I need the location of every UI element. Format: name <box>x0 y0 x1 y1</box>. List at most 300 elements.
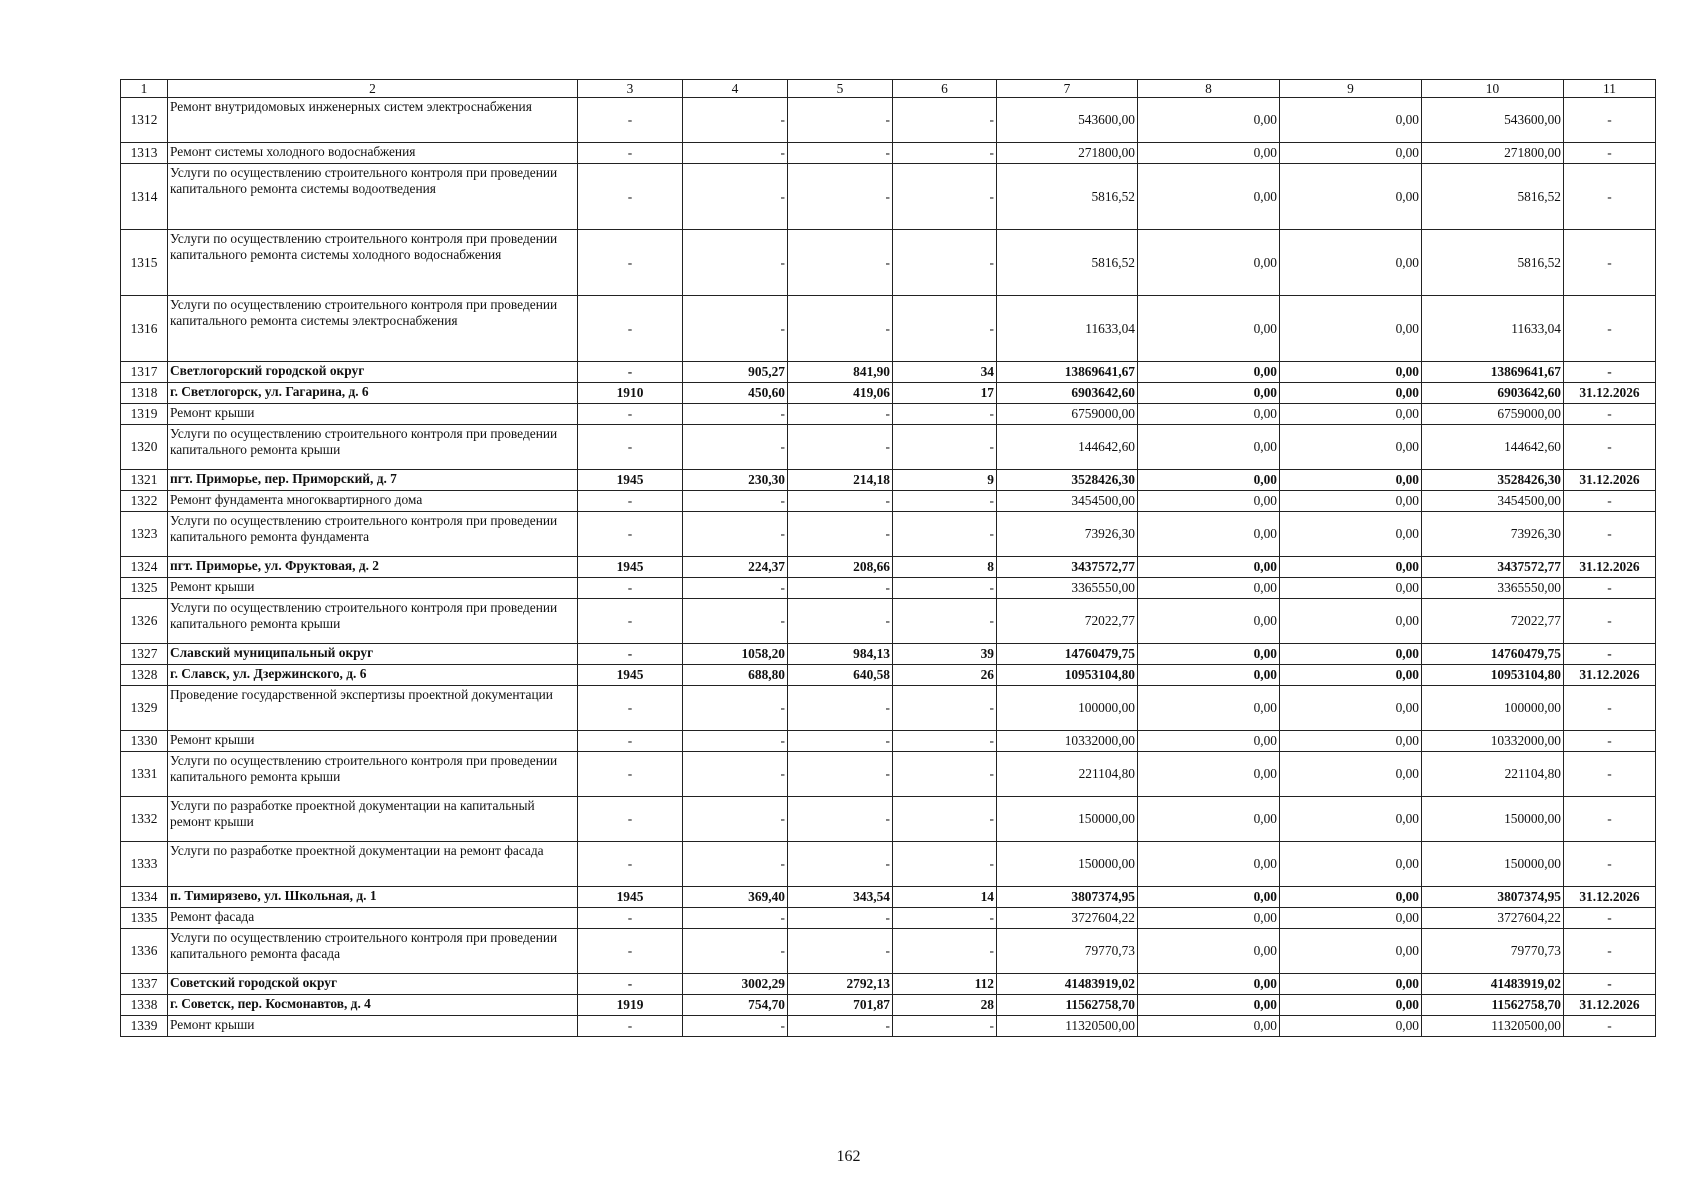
total-area-cell: - <box>683 842 788 887</box>
completion-date-cell: - <box>1564 578 1656 599</box>
living-area-cell: - <box>788 143 893 164</box>
year-cell: 1945 <box>578 557 683 578</box>
work-name-cell: Ремонт крыши <box>168 404 578 425</box>
regional-funds-cell: 0,00 <box>1280 362 1422 383</box>
work-name-cell: Услуги по осуществлению строительного контроля при проведении капитального ремонта системы электроснабжения <box>168 296 578 362</box>
year-cell: - <box>578 644 683 665</box>
living-area-cell: - <box>788 578 893 599</box>
work-name-cell: Ремонт крыши <box>168 1016 578 1037</box>
residents-count-cell: - <box>893 686 997 731</box>
year-cell: - <box>578 974 683 995</box>
federal-funds-cell: 0,00 <box>1138 929 1280 974</box>
table-row <box>121 143 1656 164</box>
regional-funds-cell: 0,00 <box>1280 644 1422 665</box>
regional-funds-cell: 0,00 <box>1280 665 1422 686</box>
total-cost-cell: 543600,00 <box>997 98 1138 143</box>
year-cell: - <box>578 752 683 797</box>
residents-count-cell: - <box>893 512 997 557</box>
total-cost-cell: 73926,30 <box>997 512 1138 557</box>
federal-funds-cell: 0,00 <box>1138 644 1280 665</box>
living-area-cell: - <box>788 731 893 752</box>
federal-funds-cell: 0,00 <box>1138 512 1280 557</box>
table-row <box>121 599 1656 644</box>
living-area-cell: - <box>788 404 893 425</box>
row-number-cell: 1322 <box>121 491 168 512</box>
regional-funds-cell: 0,00 <box>1280 98 1422 143</box>
capital-repair-table <box>120 79 1656 1037</box>
table-row <box>121 974 1656 995</box>
living-area-cell: 343,54 <box>788 887 893 908</box>
residents-count-cell: - <box>893 842 997 887</box>
row-number-cell: 1316 <box>121 296 168 362</box>
completion-date-cell: 31.12.2026 <box>1564 383 1656 404</box>
column-header: 2 <box>168 80 578 98</box>
total-cost-cell: 10953104,80 <box>997 665 1138 686</box>
row-number-cell: 1329 <box>121 686 168 731</box>
total-area-cell: - <box>683 578 788 599</box>
row-number-cell: 1315 <box>121 230 168 296</box>
row-number-cell: 1338 <box>121 995 168 1016</box>
work-name-cell: Проведение государственной экспертизы проектной документации <box>168 686 578 731</box>
table-row <box>121 230 1656 296</box>
completion-date-cell: - <box>1564 731 1656 752</box>
table-row <box>121 470 1656 491</box>
total-cost-cell: 3727604,22 <box>997 908 1138 929</box>
completion-date-cell: - <box>1564 512 1656 557</box>
row-number-cell: 1328 <box>121 665 168 686</box>
work-name-cell: Услуги по осуществлению строительного контроля при проведении капитального ремонта крыши <box>168 752 578 797</box>
federal-funds-cell: 0,00 <box>1138 797 1280 842</box>
year-cell: - <box>578 404 683 425</box>
owner-funds-cell: 150000,00 <box>1422 842 1564 887</box>
federal-funds-cell: 0,00 <box>1138 686 1280 731</box>
work-name-cell: Услуги по разработке проектной документации на капитальный ремонт крыши <box>168 797 578 842</box>
regional-funds-cell: 0,00 <box>1280 599 1422 644</box>
total-cost-cell: 3807374,95 <box>997 887 1138 908</box>
year-cell: - <box>578 512 683 557</box>
completion-date-cell: - <box>1564 404 1656 425</box>
living-area-cell: 701,87 <box>788 995 893 1016</box>
living-area-cell: 419,06 <box>788 383 893 404</box>
living-area-cell: - <box>788 491 893 512</box>
residents-count-cell: - <box>893 98 997 143</box>
owner-funds-cell: 150000,00 <box>1422 797 1564 842</box>
living-area-cell: - <box>788 797 893 842</box>
row-number-cell: 1320 <box>121 425 168 470</box>
table-row <box>121 491 1656 512</box>
residents-count-cell: - <box>893 164 997 230</box>
work-name-cell: г. Светлогорск, ул. Гагарина, д. 6 <box>168 383 578 404</box>
owner-funds-cell: 13869641,67 <box>1422 362 1564 383</box>
total-area-cell: 450,60 <box>683 383 788 404</box>
federal-funds-cell: 0,00 <box>1138 362 1280 383</box>
owner-funds-cell: 271800,00 <box>1422 143 1564 164</box>
total-area-cell: - <box>683 425 788 470</box>
work-name-cell: Услуги по осуществлению строительного контроля при проведении капитального ремонта системы холодного водоснабжения <box>168 230 578 296</box>
completion-date-cell: - <box>1564 1016 1656 1037</box>
row-number-cell: 1317 <box>121 362 168 383</box>
work-name-cell: г. Славск, ул. Дзержинского, д. 6 <box>168 665 578 686</box>
row-number-cell: 1313 <box>121 143 168 164</box>
regional-funds-cell: 0,00 <box>1280 296 1422 362</box>
row-number-cell: 1325 <box>121 578 168 599</box>
work-name-cell: Услуги по разработке проектной документации на ремонт фасада <box>168 842 578 887</box>
regional-funds-cell: 0,00 <box>1280 578 1422 599</box>
owner-funds-cell: 73926,30 <box>1422 512 1564 557</box>
regional-funds-cell: 0,00 <box>1280 164 1422 230</box>
regional-funds-cell: 0,00 <box>1280 1016 1422 1037</box>
residents-count-cell: - <box>893 230 997 296</box>
residents-count-cell: - <box>893 929 997 974</box>
regional-funds-cell: 0,00 <box>1280 557 1422 578</box>
completion-date-cell: - <box>1564 929 1656 974</box>
total-cost-cell: 144642,60 <box>997 425 1138 470</box>
year-cell: - <box>578 599 683 644</box>
table-row <box>121 578 1656 599</box>
living-area-cell: - <box>788 512 893 557</box>
year-cell: 1910 <box>578 383 683 404</box>
year-cell: - <box>578 797 683 842</box>
work-name-cell: Советский городской округ <box>168 974 578 995</box>
residents-count-cell: 34 <box>893 362 997 383</box>
total-area-cell: - <box>683 98 788 143</box>
owner-funds-cell: 79770,73 <box>1422 929 1564 974</box>
column-header: 6 <box>893 80 997 98</box>
total-area-cell: - <box>683 230 788 296</box>
residents-count-cell: 14 <box>893 887 997 908</box>
table-row <box>121 752 1656 797</box>
total-cost-cell: 11633,04 <box>997 296 1138 362</box>
residents-count-cell: 112 <box>893 974 997 995</box>
residents-count-cell: - <box>893 491 997 512</box>
regional-funds-cell: 0,00 <box>1280 383 1422 404</box>
table-row <box>121 929 1656 974</box>
total-area-cell: - <box>683 512 788 557</box>
total-cost-cell: 3365550,00 <box>997 578 1138 599</box>
total-cost-cell: 3454500,00 <box>997 491 1138 512</box>
completion-date-cell: 31.12.2026 <box>1564 470 1656 491</box>
regional-funds-cell: 0,00 <box>1280 731 1422 752</box>
total-cost-cell: 5816,52 <box>997 230 1138 296</box>
living-area-cell: 2792,13 <box>788 974 893 995</box>
table-row <box>121 512 1656 557</box>
federal-funds-cell: 0,00 <box>1138 599 1280 644</box>
federal-funds-cell: 0,00 <box>1138 995 1280 1016</box>
completion-date-cell: 31.12.2026 <box>1564 557 1656 578</box>
work-name-cell: пгт. Приморье, пер. Приморский, д. 7 <box>168 470 578 491</box>
residents-count-cell: 28 <box>893 995 997 1016</box>
total-cost-cell: 41483919,02 <box>997 974 1138 995</box>
owner-funds-cell: 5816,52 <box>1422 230 1564 296</box>
work-name-cell: Ремонт крыши <box>168 578 578 599</box>
owner-funds-cell: 3807374,95 <box>1422 887 1564 908</box>
table-row <box>121 98 1656 143</box>
federal-funds-cell: 0,00 <box>1138 230 1280 296</box>
residents-count-cell: - <box>893 752 997 797</box>
living-area-cell: 841,90 <box>788 362 893 383</box>
residents-count-cell: 26 <box>893 665 997 686</box>
owner-funds-cell: 543600,00 <box>1422 98 1564 143</box>
federal-funds-cell: 0,00 <box>1138 974 1280 995</box>
total-area-cell: - <box>683 731 788 752</box>
residents-count-cell: 17 <box>893 383 997 404</box>
completion-date-cell: - <box>1564 644 1656 665</box>
row-number-cell: 1334 <box>121 887 168 908</box>
total-area-cell: - <box>683 929 788 974</box>
table-row <box>121 362 1656 383</box>
year-cell: - <box>578 1016 683 1037</box>
federal-funds-cell: 0,00 <box>1138 731 1280 752</box>
table-row <box>121 383 1656 404</box>
total-cost-cell: 221104,80 <box>997 752 1138 797</box>
table-row <box>121 731 1656 752</box>
residents-count-cell: 39 <box>893 644 997 665</box>
total-cost-cell: 79770,73 <box>997 929 1138 974</box>
regional-funds-cell: 0,00 <box>1280 842 1422 887</box>
total-cost-cell: 11562758,70 <box>997 995 1138 1016</box>
regional-funds-cell: 0,00 <box>1280 974 1422 995</box>
federal-funds-cell: 0,00 <box>1138 98 1280 143</box>
owner-funds-cell: 14760479,75 <box>1422 644 1564 665</box>
column-header: 10 <box>1422 80 1564 98</box>
row-number-cell: 1326 <box>121 599 168 644</box>
total-area-cell: 905,27 <box>683 362 788 383</box>
owner-funds-cell: 72022,77 <box>1422 599 1564 644</box>
total-area-cell: - <box>683 908 788 929</box>
row-number-cell: 1333 <box>121 842 168 887</box>
total-area-cell: 1058,20 <box>683 644 788 665</box>
living-area-cell: 208,66 <box>788 557 893 578</box>
total-area-cell: 369,40 <box>683 887 788 908</box>
column-header: 5 <box>788 80 893 98</box>
residents-count-cell: - <box>893 797 997 842</box>
total-cost-cell: 150000,00 <box>997 842 1138 887</box>
column-header: 9 <box>1280 80 1422 98</box>
regional-funds-cell: 0,00 <box>1280 995 1422 1016</box>
work-name-cell: Ремонт фундамента многоквартирного дома <box>168 491 578 512</box>
column-header: 3 <box>578 80 683 98</box>
total-area-cell: 3002,29 <box>683 974 788 995</box>
owner-funds-cell: 3454500,00 <box>1422 491 1564 512</box>
living-area-cell: - <box>788 1016 893 1037</box>
year-cell: - <box>578 230 683 296</box>
table-row <box>121 665 1656 686</box>
work-name-cell: г. Советск, пер. Космонавтов, д. 4 <box>168 995 578 1016</box>
living-area-cell: - <box>788 230 893 296</box>
residents-count-cell: 9 <box>893 470 997 491</box>
owner-funds-cell: 3727604,22 <box>1422 908 1564 929</box>
column-number-header-row <box>121 80 1656 98</box>
owner-funds-cell: 6759000,00 <box>1422 404 1564 425</box>
row-number-cell: 1330 <box>121 731 168 752</box>
regional-funds-cell: 0,00 <box>1280 752 1422 797</box>
completion-date-cell: - <box>1564 797 1656 842</box>
owner-funds-cell: 144642,60 <box>1422 425 1564 470</box>
regional-funds-cell: 0,00 <box>1280 470 1422 491</box>
total-area-cell: - <box>683 491 788 512</box>
table-row <box>121 797 1656 842</box>
table-row <box>121 842 1656 887</box>
row-number-cell: 1337 <box>121 974 168 995</box>
total-area-cell: 224,37 <box>683 557 788 578</box>
table-row <box>121 404 1656 425</box>
federal-funds-cell: 0,00 <box>1138 143 1280 164</box>
completion-date-cell: 31.12.2026 <box>1564 665 1656 686</box>
total-cost-cell: 6903642,60 <box>997 383 1138 404</box>
year-cell: - <box>578 425 683 470</box>
regional-funds-cell: 0,00 <box>1280 929 1422 974</box>
total-area-cell: - <box>683 164 788 230</box>
row-number-cell: 1323 <box>121 512 168 557</box>
federal-funds-cell: 0,00 <box>1138 164 1280 230</box>
total-area-cell: - <box>683 143 788 164</box>
residents-count-cell: - <box>893 404 997 425</box>
year-cell: 1945 <box>578 887 683 908</box>
work-name-cell: пгт. Приморье, ул. Фруктовая, д. 2 <box>168 557 578 578</box>
completion-date-cell: 31.12.2026 <box>1564 887 1656 908</box>
column-header: 11 <box>1564 80 1656 98</box>
total-area-cell: - <box>683 599 788 644</box>
work-name-cell: Услуги по осуществлению строительного контроля при проведении капитального ремонта фасада <box>168 929 578 974</box>
total-area-cell: - <box>683 752 788 797</box>
work-name-cell: Услуги по осуществлению строительного контроля при проведении капитального ремонта системы водоотведения <box>168 164 578 230</box>
federal-funds-cell: 0,00 <box>1138 383 1280 404</box>
completion-date-cell: - <box>1564 908 1656 929</box>
owner-funds-cell: 3437572,77 <box>1422 557 1564 578</box>
owner-funds-cell: 3365550,00 <box>1422 578 1564 599</box>
year-cell: - <box>578 731 683 752</box>
total-cost-cell: 100000,00 <box>997 686 1138 731</box>
completion-date-cell: - <box>1564 143 1656 164</box>
living-area-cell: 214,18 <box>788 470 893 491</box>
column-header: 8 <box>1138 80 1280 98</box>
living-area-cell: 984,13 <box>788 644 893 665</box>
year-cell: - <box>578 686 683 731</box>
completion-date-cell: 31.12.2026 <box>1564 995 1656 1016</box>
year-cell: 1945 <box>578 470 683 491</box>
living-area-cell: - <box>788 908 893 929</box>
year-cell: - <box>578 908 683 929</box>
year-cell: - <box>578 362 683 383</box>
federal-funds-cell: 0,00 <box>1138 1016 1280 1037</box>
federal-funds-cell: 0,00 <box>1138 557 1280 578</box>
year-cell: - <box>578 491 683 512</box>
work-name-cell: Ремонт системы холодного водоснабжения <box>168 143 578 164</box>
work-name-cell: Светлогорский городской округ <box>168 362 578 383</box>
federal-funds-cell: 0,00 <box>1138 470 1280 491</box>
column-header: 1 <box>121 80 168 98</box>
completion-date-cell: - <box>1564 230 1656 296</box>
living-area-cell: - <box>788 842 893 887</box>
regional-funds-cell: 0,00 <box>1280 143 1422 164</box>
living-area-cell: - <box>788 599 893 644</box>
federal-funds-cell: 0,00 <box>1138 908 1280 929</box>
living-area-cell: 640,58 <box>788 665 893 686</box>
owner-funds-cell: 10953104,80 <box>1422 665 1564 686</box>
column-header: 4 <box>683 80 788 98</box>
row-number-cell: 1318 <box>121 383 168 404</box>
table-row <box>121 686 1656 731</box>
total-cost-cell: 5816,52 <box>997 164 1138 230</box>
total-area-cell: - <box>683 404 788 425</box>
living-area-cell: - <box>788 929 893 974</box>
year-cell: - <box>578 164 683 230</box>
table-row <box>121 557 1656 578</box>
completion-date-cell: - <box>1564 296 1656 362</box>
living-area-cell: - <box>788 752 893 797</box>
federal-funds-cell: 0,00 <box>1138 296 1280 362</box>
federal-funds-cell: 0,00 <box>1138 665 1280 686</box>
residents-count-cell: - <box>893 143 997 164</box>
work-name-cell: Славский муниципальный округ <box>168 644 578 665</box>
work-name-cell: Ремонт крыши <box>168 731 578 752</box>
row-number-cell: 1319 <box>121 404 168 425</box>
total-cost-cell: 10332000,00 <box>997 731 1138 752</box>
completion-date-cell: - <box>1564 491 1656 512</box>
total-area-cell: - <box>683 797 788 842</box>
completion-date-cell: - <box>1564 164 1656 230</box>
total-area-cell: - <box>683 296 788 362</box>
federal-funds-cell: 0,00 <box>1138 752 1280 797</box>
page-number: 162 <box>836 1148 861 1165</box>
completion-date-cell: - <box>1564 599 1656 644</box>
regional-funds-cell: 0,00 <box>1280 686 1422 731</box>
row-number-cell: 1339 <box>121 1016 168 1037</box>
year-cell: - <box>578 578 683 599</box>
owner-funds-cell: 100000,00 <box>1422 686 1564 731</box>
owner-funds-cell: 11320500,00 <box>1422 1016 1564 1037</box>
living-area-cell: - <box>788 164 893 230</box>
total-area-cell: 230,30 <box>683 470 788 491</box>
year-cell: 1945 <box>578 665 683 686</box>
completion-date-cell: - <box>1564 98 1656 143</box>
federal-funds-cell: 0,00 <box>1138 887 1280 908</box>
completion-date-cell: - <box>1564 842 1656 887</box>
federal-funds-cell: 0,00 <box>1138 491 1280 512</box>
residents-count-cell: - <box>893 1016 997 1037</box>
table-row <box>121 644 1656 665</box>
completion-date-cell: - <box>1564 974 1656 995</box>
regional-funds-cell: 0,00 <box>1280 230 1422 296</box>
row-number-cell: 1324 <box>121 557 168 578</box>
column-header: 7 <box>997 80 1138 98</box>
residents-count-cell: - <box>893 578 997 599</box>
residents-count-cell: - <box>893 731 997 752</box>
year-cell: - <box>578 296 683 362</box>
federal-funds-cell: 0,00 <box>1138 425 1280 470</box>
total-cost-cell: 6759000,00 <box>997 404 1138 425</box>
register-sheet <box>120 79 1656 1037</box>
work-name-cell: Услуги по осуществлению строительного контроля при проведении капитального ремонта крыши <box>168 599 578 644</box>
residents-count-cell: 8 <box>893 557 997 578</box>
row-number-cell: 1331 <box>121 752 168 797</box>
living-area-cell: - <box>788 296 893 362</box>
owner-funds-cell: 11633,04 <box>1422 296 1564 362</box>
total-area-cell: 754,70 <box>683 995 788 1016</box>
year-cell: - <box>578 842 683 887</box>
year-cell: 1919 <box>578 995 683 1016</box>
residents-count-cell: - <box>893 599 997 644</box>
row-number-cell: 1314 <box>121 164 168 230</box>
federal-funds-cell: 0,00 <box>1138 842 1280 887</box>
total-cost-cell: 271800,00 <box>997 143 1138 164</box>
owner-funds-cell: 221104,80 <box>1422 752 1564 797</box>
completion-date-cell: - <box>1564 425 1656 470</box>
total-cost-cell: 150000,00 <box>997 797 1138 842</box>
row-number-cell: 1327 <box>121 644 168 665</box>
work-name-cell: Услуги по осуществлению строительного контроля при проведении капитального ремонта крыши <box>168 425 578 470</box>
work-name-cell: Ремонт внутридомовых инженерных систем электроснабжения <box>168 98 578 143</box>
